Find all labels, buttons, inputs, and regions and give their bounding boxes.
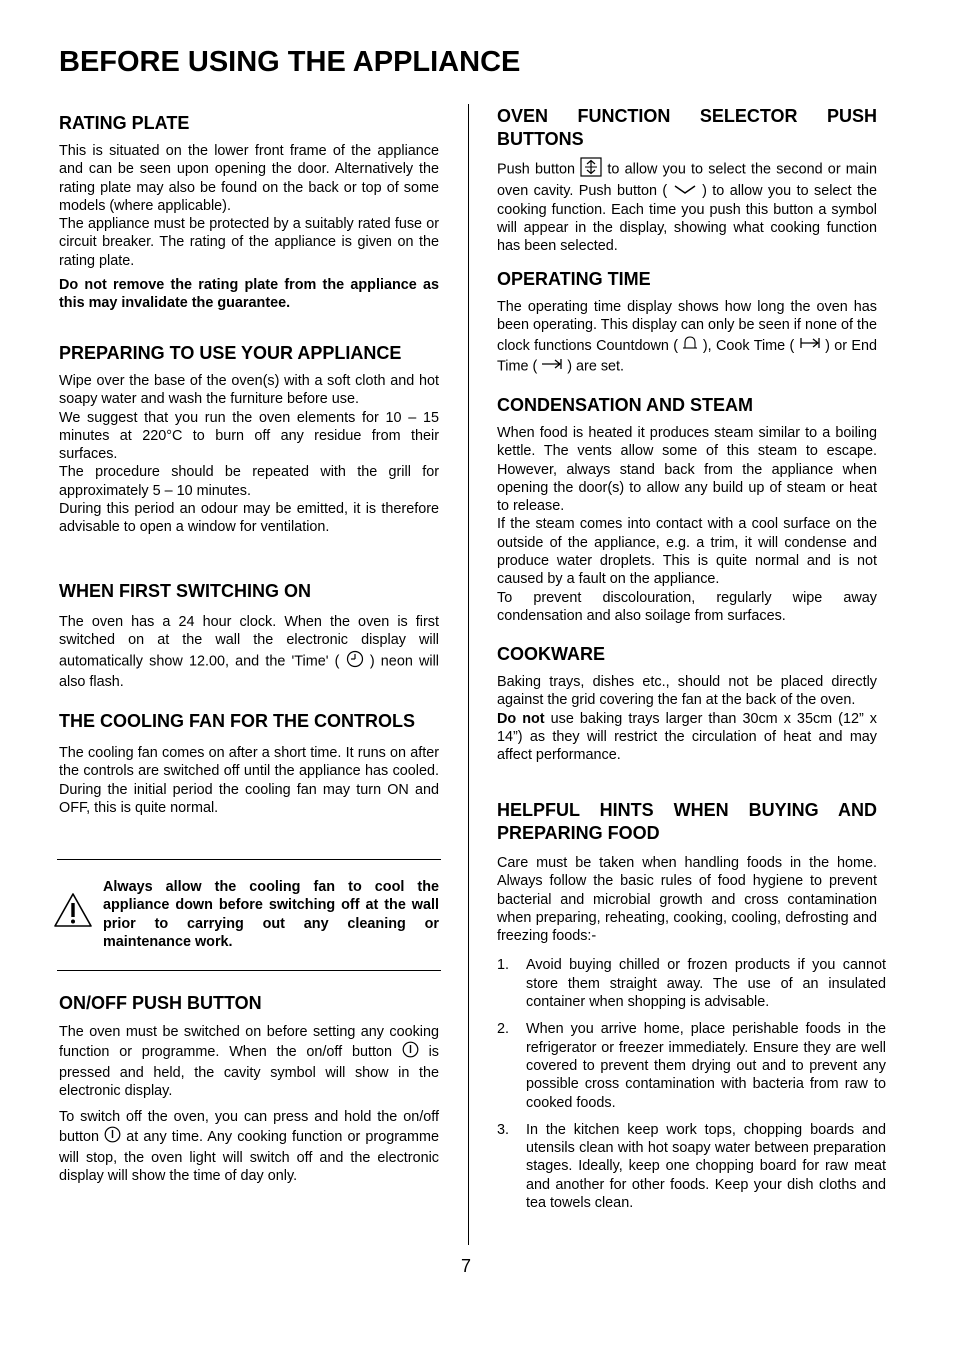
operating-time-text-c: ) or End Time ( bbox=[497, 337, 878, 375]
onoff-text-2a: To switch off the oven, you can press and hold the on/off button bbox=[59, 1109, 439, 1146]
list-item-text: Avoid buying chilled or frozen products if you cannot store them straight away. The use of an insulated container when shopping is advisable. bbox=[526, 957, 886, 1011]
hints-heading: HELPFUL HINTS WHEN BUYING AND PREPARING FOOD bbox=[497, 800, 877, 843]
list-item bbox=[497, 956, 886, 1011]
warning-triangle-icon bbox=[53, 892, 93, 933]
operating-time-text-d: ) are set. bbox=[567, 358, 625, 375]
list-item-text: In the kitchen keep work tops, chopping boards and utensils clean with hot soapy water between preparation stages. Ideally, keep one chopping board for raw meat and another for other foods. Keep your dish cloths and tea towels clean. bbox=[526, 1121, 886, 1212]
first-switching-text-b: ) neon will also flash. bbox=[59, 653, 439, 690]
onoff-text-1a: The oven must be switched on before setting any cooking function or programme. When the on/off button bbox=[59, 1024, 439, 1061]
list-item-number: 1. bbox=[497, 957, 510, 974]
onoff-text-1 bbox=[59, 1023, 439, 1100]
right-column bbox=[497, 106, 886, 1228]
onoff-section bbox=[59, 992, 439, 1185]
hints-list bbox=[497, 956, 886, 1212]
preparing-text-4: During this period an odour may be emitted, it is therefore advisable to open a window for ventilation. bbox=[59, 501, 439, 536]
operating-time-text-b: ), Cook Time ( bbox=[702, 337, 795, 354]
cooling-fan-heading: THE COOLING FAN FOR THE CONTROLS bbox=[59, 711, 415, 731]
first-switching-text bbox=[59, 613, 439, 691]
cookware-do-not: Do not bbox=[497, 710, 545, 727]
list-item-number: 3. bbox=[497, 1121, 510, 1138]
cavity-select-icon bbox=[580, 157, 602, 182]
preparing-section bbox=[59, 342, 439, 537]
list-item-text: When you arrive home, place perishable foods in the refrigerator or freezer immediately. Ensure they are well covered to prevent them drying out and to prevent any possible cross contamination with bacteria from raw to cooked foods. bbox=[526, 1021, 886, 1111]
hints-intro: Care must be taken when handling foods in the home. Always follow the basic rules of food hygiene to prevent bacterial and microbial growth and cross contamination when preparing, reheating, cooking, cooling, defrosting and freezing foods:- bbox=[497, 855, 877, 945]
first-switching-heading: WHEN FIRST SWITCHING ON bbox=[59, 581, 311, 601]
selector-heading bbox=[497, 105, 877, 151]
condensation-text-3: To prevent discolouration, regularly wipe away condensation and also soilage from surfaces. bbox=[497, 589, 877, 624]
operating-time-heading: OPERATING TIME bbox=[497, 269, 651, 289]
onoff-heading: ON/OFF PUSH BUTTON bbox=[59, 993, 262, 1013]
rating-plate-section bbox=[59, 112, 439, 313]
onoff-text-2 bbox=[59, 1108, 439, 1185]
bell-icon bbox=[682, 335, 698, 357]
cookware-heading: COOKWARE bbox=[497, 644, 605, 664]
operating-time-text-a: The operating time display shows how long the oven has been operating. This display can only be seen if none of the clock functions Countdown ( bbox=[497, 299, 877, 354]
condensation-heading: CONDENSATION AND STEAM bbox=[497, 395, 753, 415]
selector-text-b: to allow you to select the second or main oven cavity. Push button ( bbox=[497, 161, 877, 200]
list-item-number: 2. bbox=[497, 1021, 510, 1038]
end-time-icon bbox=[541, 357, 563, 376]
warning-bottom-rule bbox=[57, 970, 441, 971]
selector-section bbox=[497, 105, 877, 256]
cookware-text-2 bbox=[497, 710, 877, 765]
condensation-text-2: If the steam comes into contact with a cool surface on the outside of the appliance, e.g. a trim, it will condense and produce water droplets. This is quite normal and is not caused by a fault on the appliance. bbox=[497, 516, 877, 588]
cookware-section bbox=[497, 643, 877, 764]
selector-text-a: Push button bbox=[497, 161, 576, 178]
warning-box bbox=[53, 876, 439, 966]
selector-text bbox=[497, 157, 877, 256]
list-item bbox=[497, 1020, 886, 1111]
chevron-down-icon bbox=[673, 182, 697, 200]
left-column bbox=[59, 108, 439, 1208]
first-switching-text-a: The oven has a 24 hour clock. When the oven is first switched on at the wall the electronic display will automatically show 12.00, and the 'Time' ( bbox=[59, 614, 439, 670]
cooling-fan-section bbox=[59, 710, 439, 817]
hints-section bbox=[497, 799, 886, 1221]
rating-plate-text-2: The appliance must be protected by a suitably rated fuse or circuit breaker. The rating of the appliance is given on the rating plate. bbox=[59, 216, 439, 269]
cookware-text-1: Baking trays, dishes etc., should not be placed directly against the grid covering the fan at the back of the oven. bbox=[497, 674, 877, 709]
rating-plate-warning: Do not remove the rating plate from the appliance as this may invalidate the guarantee. bbox=[59, 277, 439, 312]
list-item bbox=[497, 1121, 886, 1212]
rating-plate-text-1: This is situated on the lower front frame of the appliance and can be seen upon opening the door. Alternatively the rating plate may also be found on the back or top of some models (where applicable). bbox=[59, 143, 439, 214]
onoff-text-2b: at any time. Any cooking function or programme will stop, the oven light will switch off and the electronic display will show the time of day only. bbox=[59, 1129, 439, 1185]
selector-heading-line: OVEN FUNCTION SELECTOR PUSH BUTTONS bbox=[497, 106, 877, 149]
page-number: 7 bbox=[461, 1256, 472, 1276]
operating-time-section bbox=[497, 268, 877, 376]
preparing-heading: PREPARING TO USE YOUR APPLIANCE bbox=[59, 343, 402, 363]
column-divider bbox=[468, 104, 469, 1245]
cookware-text-2-rest: use baking trays larger than 30cm x 35cm (12” x 14”) as they will restrict the circulation of heat and may affect performance. bbox=[497, 710, 877, 764]
clock-icon bbox=[346, 650, 364, 673]
page-title: BEFORE USING THE APPLIANCE bbox=[59, 46, 521, 78]
cook-time-icon bbox=[799, 336, 821, 355]
onoff-text-1b: is pressed and held, the cavity symbol will show in the electronic display. bbox=[59, 1044, 439, 1099]
selector-text-c: ) to allow you to select the cooking function. Each time you push this button a symbol will appear in the display, showing what cooking function has been selected. bbox=[497, 183, 878, 255]
power-icon bbox=[402, 1041, 419, 1063]
preparing-text-1: Wipe over the base of the oven(s) with a soft cloth and hot soapy water and wash the furniture before use. bbox=[59, 373, 439, 408]
power-icon bbox=[104, 1126, 121, 1148]
preparing-text-2: We suggest that you run the oven elements for 10 – 15 minutes at 220°C to burn off any residue from their surfaces. bbox=[59, 409, 439, 463]
operating-time-text bbox=[497, 298, 877, 376]
cooling-fan-text: The cooling fan comes on after a short time. It runs on after the controls are switched off until the appliance has cooled. During the initial period the cooling fan may turn ON and OFF, this is quite normal. bbox=[59, 745, 439, 816]
condensation-text-1: When food is heated it produces steam similar to a boiling kettle. The vents allow some of this steam to escape. However, always stand back from the appliance when opening the door(s) to allow any build up of steam or heat to release. bbox=[497, 425, 877, 515]
warning-text: Always allow the cooling fan to cool the appliance down before switching off at the wall prior to carrying out any cleaning or maintenance work. bbox=[103, 879, 439, 950]
condensation-section bbox=[497, 394, 877, 625]
first-switching-section bbox=[59, 580, 439, 691]
warning-top-rule bbox=[57, 859, 441, 860]
rating-plate-heading: RATING PLATE bbox=[59, 113, 190, 133]
preparing-text-3: The procedure should be repeated with the grill for approximately 5 – 10 minutes. bbox=[59, 464, 439, 499]
